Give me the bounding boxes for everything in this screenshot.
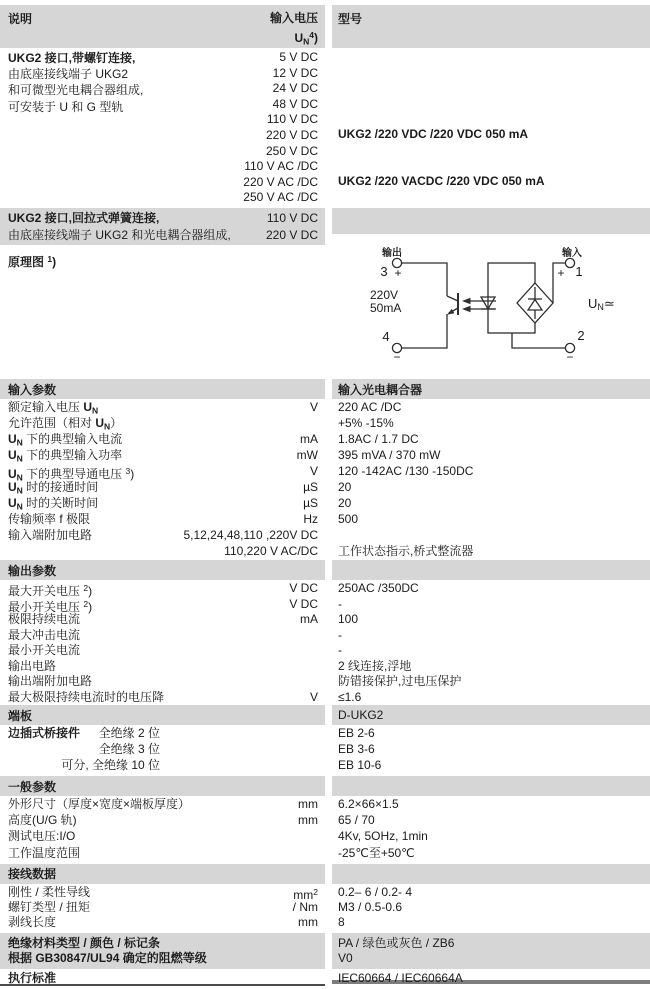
voltage-item: 110 V DC (266, 112, 318, 127)
param-unit: µS (303, 480, 318, 494)
endplate-section-rows (0, 725, 650, 774)
param-label: 工作温度范围 (8, 845, 81, 860)
param-value: - (338, 596, 342, 611)
param-label: $U_N$ 下的典型输入电流 (8, 432, 123, 448)
param-value: 20 (338, 480, 352, 494)
param-row (8, 528, 318, 544)
param-row (8, 464, 318, 483)
param-row (0, 758, 318, 774)
param-row (8, 448, 318, 464)
voltage-item: 5 V DC (279, 50, 318, 64)
light-arrowhead (462, 306, 471, 312)
output-right-values (332, 580, 650, 705)
spring-description-line: UKG2 接口,回拉式弹簧连接, (8, 211, 160, 225)
wire-terminal3 (402, 263, 448, 296)
material-band (0, 933, 650, 969)
param-value: 工作状态指示,桥式整流器 (338, 544, 474, 558)
param-qualifier: 全绝缘 2 位 (98, 726, 160, 740)
section-screw-variants (0, 48, 650, 206)
param-row (8, 690, 318, 706)
terminal-1-number: 1 (575, 264, 583, 279)
spring-left-cell (0, 208, 325, 245)
param-value: 防错接保护,过电压保护 (338, 674, 462, 688)
param-row (8, 612, 318, 628)
param-unit: V DC (289, 581, 318, 595)
voltage-item: 24 V DC (272, 81, 318, 96)
param-value: - (338, 627, 342, 642)
param-value: EB 10-6 (338, 758, 382, 772)
param-row (8, 674, 318, 690)
flammability-value: V0 (338, 951, 353, 966)
param-value: 120 -142AC /130 -150DC (338, 464, 474, 478)
param-row (8, 496, 318, 512)
output-section-rows (0, 580, 650, 705)
param-unit: 5,12,24,48,110 ,220V DC (183, 528, 318, 542)
schematic-label: 原理图 $^1$) (8, 254, 57, 269)
param-row (0, 742, 318, 758)
param-label: 边插式桥接件 (8, 726, 81, 740)
param-value: 500 (338, 512, 359, 526)
rating-voltage: 220V (370, 288, 399, 302)
general-section-title: 一般参数 (0, 776, 325, 796)
input-section-rows (0, 399, 650, 560)
param-row (8, 643, 318, 659)
model-number-2: UKG2 /220 VACDC /220 VDC 050 mA (338, 174, 545, 188)
param-qualifier: 可分, 全绝缘 10 位 (61, 758, 160, 772)
input-right-values (332, 399, 650, 560)
schematic-cell (332, 245, 650, 375)
param-label: 高度(U/G 轨) (8, 813, 77, 828)
param-value: 8 (338, 915, 345, 930)
param-value: 6.2×66×1.5 (338, 797, 399, 811)
input-voltage-line1: 输入电压 (269, 11, 318, 25)
param-value (338, 528, 646, 544)
param-value: 220 AC /DC (338, 400, 402, 414)
un-symbol: UN≃ (588, 296, 615, 312)
wiring-right-bar (332, 864, 650, 884)
param-row (8, 915, 318, 930)
column-header-model: 型号 (338, 12, 363, 26)
endplate-right-title: D-UKG2 (332, 705, 650, 725)
param-row (8, 628, 318, 644)
param-value: 1.8AC / 1.7 DC (338, 432, 419, 446)
param-value: - (338, 643, 342, 657)
description-line: 和可微型光电耦合器组成, (8, 83, 144, 98)
param-value: 250AC /350DC (338, 581, 419, 595)
general-section-bar (0, 776, 650, 796)
param-label: 刚性 / 柔性导线 (8, 884, 91, 899)
param-row (8, 846, 318, 862)
endplate-right-values (332, 725, 650, 774)
param-row (8, 829, 318, 845)
terminal-4-number: 4 (382, 329, 390, 344)
voltage-item: 220 V DC (265, 127, 318, 142)
param-row (8, 400, 318, 416)
param-qualifier: 全绝缘 3 位 (98, 742, 160, 756)
param-label: 最小开关电流 (8, 643, 81, 657)
param-label: $U_N$ 下的典型导通电压 $^3$) (8, 466, 135, 483)
param-unit: mm (298, 813, 318, 828)
wire-terminal4 (402, 314, 448, 348)
spring-voltage: 220 V DC (265, 227, 318, 242)
param-label: 螺钉类型 / 扭矩 (8, 900, 91, 915)
param-label: 剥线长度 (8, 915, 57, 930)
input-left-rows (0, 399, 325, 560)
endplate-left-rows (0, 725, 325, 774)
wiring-section-title: 接线数据 (0, 864, 325, 884)
param-row (8, 581, 318, 597)
output-label: 输出 (382, 248, 402, 259)
terminal-1-circle (565, 258, 574, 267)
param-value: EB 3-6 (338, 742, 375, 756)
standard-row (0, 971, 650, 986)
spring-voltage: 110 V DC (266, 211, 318, 225)
input-section-bar (0, 379, 650, 399)
voltage-item: 48 V DC (272, 96, 318, 111)
table-header (0, 5, 650, 48)
output-section-right-bar (332, 560, 650, 580)
param-value: 395 mVA / 370 mW (338, 448, 441, 462)
param-value: +5% -15% (338, 416, 394, 430)
param-row (8, 597, 318, 613)
param-label: 传输频率 f 极限 (8, 512, 91, 526)
header-right-cell (332, 5, 650, 48)
param-unit: mA (300, 432, 318, 446)
variant-right-cell (332, 48, 650, 206)
param-label: $U_N$ 下的典型输入功率 (8, 448, 123, 464)
param-value: M3 / 0.5-0.6 (338, 900, 403, 915)
material-right-cell (332, 933, 650, 969)
schematic-label-cell (0, 245, 325, 375)
wiring-right-values (332, 884, 650, 931)
variant-left-cell (0, 48, 325, 206)
section-spring-variants (0, 208, 650, 245)
param-label: 外形尺寸（厚度×宽度×端板厚度） (8, 797, 191, 811)
variant-description (8, 50, 243, 206)
voltage-list (243, 50, 318, 206)
param-label: 最大开关电压 $^2$) (8, 583, 93, 598)
param-label: 最小开关电压 $^2$) (8, 598, 93, 614)
datasheet-page (0, 5, 650, 986)
param-row (8, 900, 318, 915)
standard-value: IEC60664 / IEC60664A (338, 970, 463, 985)
voltage-item: 12 V DC (272, 65, 318, 80)
param-row (8, 480, 318, 496)
param-unit: V (309, 400, 318, 414)
param-row (8, 797, 318, 813)
param-unit: 110,220 V AC/DC (224, 544, 318, 558)
model-number-1: UKG2 /220 VDC /220 VDC 050 mA (338, 127, 529, 141)
spring-description-line: 由底座接线端子 UKG2 和光电耦合器组成, (8, 227, 231, 242)
param-row (8, 416, 318, 432)
flammability-label: 根据 GB30847/UL94 确定的阻燃等级 (8, 951, 207, 966)
standard-label: 执行标准 (8, 970, 57, 985)
voltage-item: 110 V AC /DC (244, 159, 318, 174)
param-label: $U_N$ 时的关断时间 (8, 496, 99, 512)
param-label: 允许范围（相对 $U_N$） (8, 416, 123, 432)
param-value: 20 (338, 496, 352, 510)
param-row (8, 432, 318, 448)
material-value: PA / 绿色或灰色 / ZB6 (338, 935, 455, 950)
param-value: 100 (338, 612, 359, 626)
param-label: 输出电路 (8, 658, 57, 673)
output-left-rows (0, 580, 325, 705)
param-value: 2 线连接,浮地 (338, 658, 412, 673)
description-line: UKG2 接口,带螺钉连接, (8, 51, 136, 65)
voltage-item: 250 V AC /DC (243, 190, 318, 205)
param-row (8, 813, 318, 829)
transistor-collector (447, 296, 458, 301)
param-label: 最大极限持续电流时的电压降 (8, 689, 165, 704)
param-value: -25℃至+50℃ (338, 845, 415, 860)
param-unit: $mm^2$ (293, 886, 318, 902)
endplate-section-title: 端板 (0, 705, 325, 725)
wire-terminal2 (512, 333, 565, 348)
terminal-2-number: 2 (577, 328, 585, 343)
input-voltage-line2: $U_N^4$) (294, 30, 318, 47)
param-label: 输入端附加电路 (8, 528, 93, 542)
standard-right-cell (332, 971, 650, 984)
param-unit: mm (298, 797, 318, 811)
output-section-title: 输出参数 (0, 560, 325, 580)
param-label: 测试电压:I/O (8, 829, 76, 844)
param-unit: / Nm (292, 900, 318, 915)
header-left-cell (0, 5, 325, 48)
param-unit: mA (300, 612, 318, 626)
standard-left-cell (0, 971, 325, 986)
wiring-section-bar (0, 864, 650, 884)
param-value: 65 / 70 (338, 813, 375, 828)
column-header-input-voltage (270, 10, 318, 48)
param-unit: V (309, 689, 318, 704)
param-row (0, 726, 318, 742)
input-section-right-title: 输入光电耦合器 (332, 379, 650, 399)
param-label: $U_N$ 时的接通时间 (8, 480, 99, 496)
general-right-bar (332, 776, 650, 796)
param-unit: mW (296, 448, 318, 462)
light-arrowhead (462, 298, 471, 304)
param-unit: V (309, 464, 318, 478)
output-section-bar (0, 560, 650, 580)
rating-current: 50mA (370, 301, 402, 315)
param-row (8, 659, 318, 675)
param-value: 0.2– 6 / 0.2- 4 (338, 884, 413, 899)
gray-band (332, 208, 650, 234)
param-unit: µS (303, 496, 318, 510)
column-header-description: 说明 (8, 12, 33, 26)
description-line: 可安装于 U 和 G 型轨 (8, 99, 124, 114)
terminal-3-polarity: + (394, 266, 402, 280)
param-unit: Hz (303, 512, 318, 526)
param-row (8, 512, 318, 528)
param-value: 4Kv, 5OHz, 1min (338, 829, 428, 844)
param-label: 最大冲击电流 (8, 627, 81, 642)
material-label: 绝缘材料类型 / 颜色 / 标记条 (8, 935, 161, 950)
input-label: 输入 (562, 248, 582, 259)
param-label: 输出端附加电路 (8, 674, 93, 688)
input-section-title: 输入参数 (0, 379, 325, 399)
wiring-left-rows (0, 884, 325, 931)
voltage-item: 250 V DC (265, 143, 318, 158)
voltage-item: 220 V AC /DC (243, 174, 318, 189)
description-line: 由底座接线端子 UKG2 (8, 67, 129, 82)
spring-right-cell (332, 208, 650, 245)
param-unit: V DC (289, 596, 318, 611)
material-left-cell (0, 933, 325, 969)
param-row (8, 544, 318, 560)
param-unit: mm (298, 915, 318, 930)
general-section-rows (0, 796, 650, 862)
general-left-rows (0, 796, 325, 862)
general-right-values (332, 796, 650, 862)
emitter-arrowhead (447, 309, 454, 315)
terminal-3-number: 3 (380, 264, 388, 279)
circuit-diagram (332, 245, 650, 373)
param-label: 极限持续电流 (8, 612, 81, 626)
schematic-band (0, 245, 650, 375)
param-value: ≤1.6 (338, 689, 362, 704)
param-label: 额定输入电压 $U_N$ (8, 400, 99, 416)
terminal-1-polarity: + (557, 266, 565, 280)
endplate-section-bar (0, 705, 650, 725)
terminal-4-polarity: − (393, 350, 401, 364)
terminal-2-polarity: − (566, 350, 574, 364)
param-row (8, 885, 318, 900)
wiring-section-rows (0, 884, 650, 931)
param-value: EB 2-6 (338, 726, 375, 740)
